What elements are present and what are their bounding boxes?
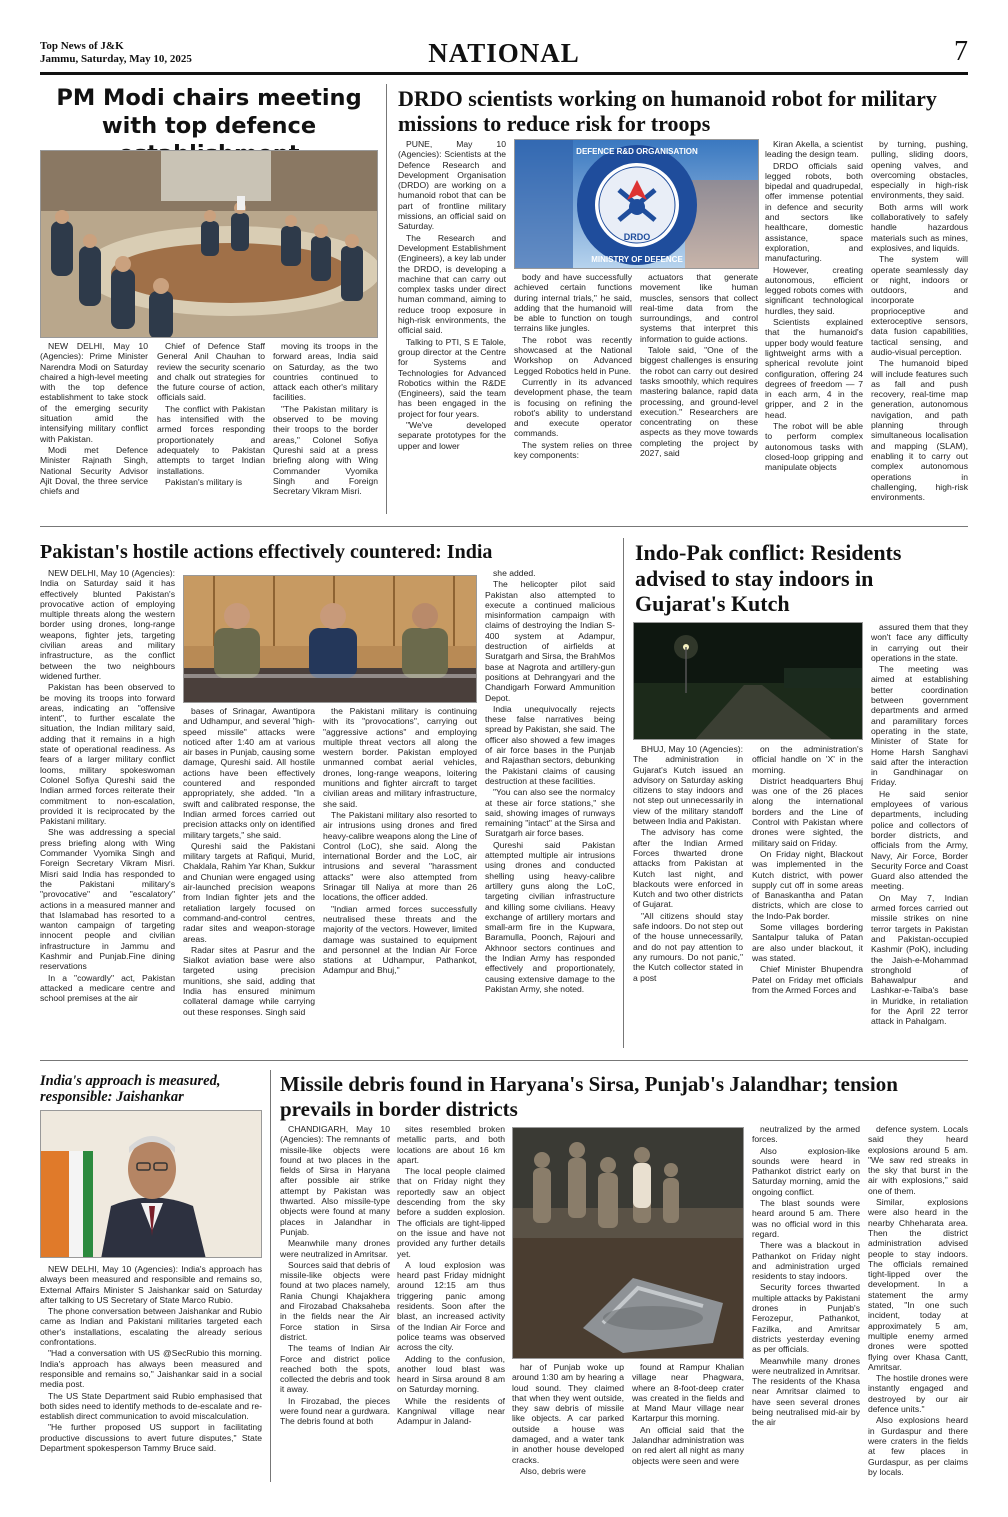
- paragraph: by turning, pushing, pulling, sliding doors, opening valves, and overcoming obstacles, especially in high-risk environments, they said.: [871, 139, 968, 201]
- jaishankar-illustration: [41, 1111, 262, 1258]
- logo-bottom-text: MINISTRY OF DEFENCE: [591, 255, 683, 264]
- paragraph: actuators that generate movement like human muscles, sensors that collect real-time data from the surroundings, and control systems that interpret this information to guide actions.: [640, 272, 758, 344]
- paragraph: In Firozabad, the pieces were found near a gurdwara. The debris found at both: [280, 1395, 390, 1427]
- article-column: [512, 1362, 624, 1482]
- article-column: [633, 744, 743, 1050]
- paragraph: bases of Srinagar, Awantipora and Udhampur, and several "high-speed missile" attacks were noticed after 1:40 am at various air bases in Punjab, causing some damage, Qureshi said. All hostile actions have been effectively countered and responded appropriately, she added. "In a swift and calibrated response, the Indian armed forces carried out precision attacks only on identified military targets," she said.: [183, 706, 315, 840]
- article-column: [752, 1124, 860, 1482]
- missile-debris-photo: [512, 1127, 744, 1359]
- paragraph: Pakistan has been observed to be moving its troops into forward areas, indicating an "offensive intent", to further escalate the situation, the Indian military said, adding that it remains in a high state of operational readiness. As fears of a larger military conflict looms, military spokeswoman Colonel Sofiya Qureshi said the Indian armed forces reiterate their commitment to non-escalation, provided it is reciprocated by the Pakistani military.: [40, 682, 175, 827]
- dateline: Jammu, Saturday, May 10, 2025: [40, 53, 192, 65]
- article-column: [157, 341, 265, 513]
- paragraph: Meanwhile many drones were neutralized in Amritsar.: [280, 1238, 390, 1259]
- article-headline: India's approach is measured, responsible: Jaishankar: [40, 1073, 221, 1105]
- paragraph: BHUJ, May 10 (Agencies): The administration in Gujarat's Kutch issued an advisory on Saturday asking citizens to stay indoors and not step out unnecessarily in view of the military standoff between India and Pakistan.: [633, 744, 743, 827]
- paragraph: On May 7, Indian armed forces carried out missile strikes on nine terror targets in Pakistan and Pakistan-occupied Kashmir (PoK), including the Jaish-e-Mohammad stronghold of Bahawalpur and Lashkar-e-Taiba's base in Muridke, in retaliation for the April 22 terror attack in Pahalgam.: [871, 892, 968, 1027]
- article-column: [273, 341, 378, 513]
- paragraph: Also explosions heard in Gurdaspur and there were craters in the fields at few places in Gurdaspur, as per claims by locals.: [868, 1415, 968, 1477]
- article-column: [323, 706, 477, 1050]
- paragraph: The robot will be able to perform complex autonomous tasks with closed-loop gripping and manipulate objects: [765, 421, 863, 473]
- section-divider: [40, 1060, 968, 1061]
- paragraph: on the administration's official handle on 'X' in the morning.: [752, 744, 863, 775]
- paragraph: neutralized by the armed forces.: [752, 1124, 860, 1145]
- jaishankar-photo: [40, 1110, 262, 1258]
- article-column: [485, 568, 615, 1050]
- paragraph: District headquarters Bhuj was one of the 26 places along the international borders and the Line of Control with Pakistan where drones were sighted, the military said on Friday.: [752, 775, 863, 848]
- paragraph: There was a blackout in Pathankot on Friday night and administration urged residents to stay indoors.: [752, 1240, 860, 1282]
- article-column: [752, 744, 863, 1050]
- paragraph: The US State Department said Rubio emphasised that both sides need to identify methods to de-escalate and re-establish direct communication to avoid miscalculation.: [40, 1390, 262, 1422]
- logo-center-text: DRDO: [623, 232, 651, 242]
- paragraph: NEW DELHI, May 10 (Agencies): India's approach has always been measured and responsible and remains so, External Affairs Minister S Jaishankar said on Saturday after talking to US Secretary of State Marco Rubio.: [40, 1264, 262, 1305]
- paragraph: DRDO officials said legged robots, both bipedal and quadrupedal, offer immense potential in defence and security and sectors like healthcare, domestic assistance, space exploration, and manufacturing.: [765, 160, 863, 264]
- article-column: [632, 1362, 744, 1482]
- article-column: [765, 139, 863, 513]
- press-briefing-photo: [183, 575, 477, 703]
- paragraph: The Research and Development Establishment (Engineers), a key lab under the DRDO, is developing a machine that can carry out complex tasks under direct human command, aiming to reduce troop exposure in high-risk environments, the official said.: [398, 232, 506, 336]
- paragraph: Talking to PTI, S E Talole, group director at the Centre for Systems and Technologies for Advanced Robotics within the R&DE (Engineers), said the team has been engaged in the project for four years.: [398, 336, 506, 419]
- paragraph: However, creating autonomous, efficient legged robots comes with significant technological hurdles, they said.: [765, 264, 863, 316]
- paragraph: Also explosion-like sounds were heard in Pathankot district early on Saturday morning, amid the ongoing conflict.: [752, 1145, 860, 1197]
- paragraph: The Pakistani military also resorted to air intrusions using drones and fired heavy-calibre weapons along the Line of Control (LoC), she said. Along the international Border and the LoC, air intrusions and several "harassment attacks" were also attempted from Srinagar till Naliya at more than 26 locations, the officer added.: [323, 809, 477, 903]
- paragraph: The robot was recently showcased at the National Workshop on Advanced Legged Robotics held in Pune.: [514, 334, 632, 376]
- paragraph: The advisory has come after the Indian Armed Forces thwarted drone attacks from Pakistan at Kutch last night, and blackouts were enforced in Kutch and two other districts of Gujarat.: [633, 827, 743, 910]
- article-column: [40, 341, 148, 513]
- paragraph: sites resembled broken metallic parts, and both locations are about 16 km apart.: [397, 1124, 505, 1165]
- column-divider: [270, 1070, 271, 1482]
- paragraph: Kiran Akella, a scientist leading the design team.: [765, 139, 863, 160]
- section-title: NATIONAL: [428, 38, 580, 68]
- paragraph: Qureshi said the Pakistani military targets at Rafiqui, Murid, Chaklala, Rahim Yar Khan, Sukkur and Chunian were engaged using air-launched precision weapons from Indian fighter jets and the retaliation largely focused on command-and-control centres, radar sites and weapon-storage areas.: [183, 840, 315, 944]
- paragraph: "All citizens should stay safe indoors. Do not step out of the house unnecessarily, and do not pay attention to any rumours. Do not panic," the Kutch collector stated in a post: [633, 910, 743, 983]
- section-divider: [40, 526, 968, 527]
- paragraph: Security forces thwarted multiple attacks by Pakistani drones in Punjab's Ferozepur, Pathankot, Fazilka, and Amritsar districts yesterday evening as per officials.: [752, 1282, 860, 1355]
- paragraph: "The Pakistan military is observed to be moving their troops to the border areas," Colonel Sofiya Qureshi said at a press briefing along with Wing Commander Vyomika Singh and Foreign Secretary Vikram Misri.: [273, 403, 378, 497]
- paragraph: "Indian armed forces successfully neutralised these threats and the majority of the vectors. However, limited damage was sustained to equipment and personnel at the Indian Air Force stations at Udhampur, Pathankot, Adampur and Bhuj,": [323, 903, 477, 976]
- paragraph: The meeting was aimed at establishing better coordination between government departments and armed and paramilitary forces operating in the state, Minister of State for Home Harsh Sanghavi said after the interaction in Gandhinagar on Friday.: [871, 664, 968, 788]
- paragraph: The local people claimed that on Friday night they reportedly saw an object descending from the sky before a sudden explosion. The officials are tight-lipped on the issue and have not provided any further details yet.: [397, 1166, 505, 1259]
- article-headline: Indo-Pak conflict: Residents advised to stay indoors in Gujarat's Kutch: [635, 540, 902, 616]
- paragraph: Both arms will work collaboratively to safely handle hazardous materials such as mines, explosives, and liquids.: [871, 201, 968, 253]
- paragraph: har of Punjab woke up around 1:30 am by hearing a loud sound. They claimed that when they went outside, they saw debris of missile like objects. A car parked outside a house was damaged, and a water tank in another house developed cracks.: [512, 1362, 624, 1465]
- paragraph: Radar sites at Pasrur and the Sialkot aviation base were also targeted using precision munitions, she said, adding that India has ensured minimum collateral damage while carrying out these responses. Singh said: [183, 944, 315, 1017]
- paragraph: she added.: [493, 568, 536, 578]
- article-headline: PM Modi chairs meeting with top defence: [56, 85, 362, 139]
- paragraph: CHANDIGARH, May 10 (Agencies): The remnants of missile-like objects were found at two places in the fields of Sirsa in Haryana after possible air strike attempt by Pakistan was thwarted. Also missile-type objects were found at many places in Jalandhar in Punjab.: [280, 1124, 390, 1237]
- paragraph: A loud explosion was heard past Friday midnight around 12:15 am thus triggering panic among residents. Soon after the blast, an increased activity of the Indian Air Force and police teams was observed across the city.: [397, 1259, 505, 1353]
- page-number: 7: [954, 36, 968, 67]
- paragraph: The system relies on three key components:: [514, 439, 632, 461]
- meeting-photo: [40, 150, 378, 338]
- paragraph: India unequivocally rejects these false narratives being spread by Pakistan, she said. The officer also showed a few images of air force bases in the Punjab and Rajasthan sectors, debunking the Pakistani claims of causing destruction at these facilities.: [485, 703, 615, 786]
- paragraph: body and have successfully achieved certain functions during internal trials," he said, adding that the humanoid will be able to function on tough terrains like jungles.: [514, 272, 632, 334]
- paragraph: "We've developed separate prototypes for the upper and lower: [398, 420, 506, 451]
- column-divider: [623, 538, 624, 1048]
- article-column: [871, 622, 968, 1050]
- logo-top-text: DEFENCE R&D ORGANISATION: [576, 147, 698, 156]
- night-road-illustration: [634, 623, 863, 740]
- paragraph: "Had a conversation with US @SecRubio this morning. India's approach has always been measured and responsible and remains so," Jaishankar said in a social media post.: [40, 1348, 262, 1390]
- paragraph: On Friday night, Blackout was implemented in the Kutch district, with power supply cut off in some areas of Banaskantha and Patan districts, which are close to the Indo-Pak border.: [752, 848, 863, 921]
- night-road-photo: [633, 622, 863, 740]
- paragraph: The phone conversation between Jaishankar and Rubio came as Indian and Pakistani militaries targeted each other's installations, escalating the already serious confrontations.: [40, 1306, 262, 1348]
- paragraph: Similar, explosions were also heard in the nearby Chheharata area. Then the district administration advised people to stay indoors. The officials remained tight-lipped over the development. In a statement the army stated, "In one such incident, today at approximately 5 am, multiple enemy armed drones were spotted flying over Khasa Cantt, Amritsar.: [868, 1197, 968, 1372]
- meeting-photo-illustration: [41, 151, 378, 338]
- paragraph: The helicopter pilot said Pakistan also attempted to execute a continued malicious misinformation campaign with claims of destroying the Indian S-400 system at Adampur, destruction of airfields at Suratgarh and Sirsa, the BrahMos base at Nagrota and artillery-gun positions at Dehrangyari and the Chandigarh Forward Ammunition Depot.: [485, 579, 615, 703]
- paragraph: Talole said, "One of the biggest challenges is ensuring the robot can carry out desired tasks smoothly, which requires mastering balance, rapid data processing, and ground-level execution." Researchers are concentrating on these aspects as they move towards completing the project by 2027, said: [640, 345, 758, 459]
- paragraph: Meanwhile many drones were neutralized in Amritsar. The residents of the Khasa near Amritsar claimed to have seen several drones being neutralised mid-air by the air: [752, 1355, 860, 1428]
- paragraph: Scientists explained that the humanoid's upper body would feature lightweight arms with a spherical revolute joint configuration, offering 24 degrees of freedom — 7 in each arm, 4 in the gripper, and 2 in the head.: [765, 317, 863, 420]
- paragraph: Qureshi said Pakistan attempted multiple air intrusions using drones and conducted shelling using heavy-calibre artillery guns along the LoC, targeting civilian infrastructure and killing some civilians. Heavy exchange of artillery mortars and small-arm fire in the Kupwara, Baramulla, Poonch, Rajouri and Akhnoor sectors continues and the Indian Army has responded effectively and proportionately, causing extensive damage to the Pakistan Army, she noted.: [485, 839, 615, 994]
- paragraph: While the residents of Kangniwal village near Adampur in Jaland-: [397, 1395, 505, 1427]
- article-column: [640, 272, 758, 513]
- paragraph: He said senior employees of various departments, including police and collectors of border districts, and officials from the Army, Navy, Air Force, Border Security Force and Coast Guard also attended the meeting.: [871, 788, 968, 892]
- missile-debris-illustration: [513, 1128, 744, 1359]
- paragraph: An official said that the Jalandhar administration was on red alert all night as many objects were seen and were: [632, 1424, 744, 1466]
- paragraph: Currently in its advanced development phase, the team is focusing on refining the robot's ability to understand and execute operator commands.: [514, 376, 632, 439]
- paragraph: NEW DELHI, May 10 (Agencies): Prime Minister Narendra Modi on Saturday chaired a high-level meeting with the top defence establishment to take stock of the emerging security situation amid the intensifying military conflict with Pakistan.: [40, 341, 148, 444]
- drdo-logo-illustration: [515, 140, 759, 269]
- paragraph: Chief Minister Bhupendra Patel on Friday met officials from the Armed Forces and: [752, 964, 863, 995]
- article-column: [40, 1264, 262, 1482]
- article-column: [40, 568, 175, 1050]
- paragraph: She was addressing a special press briefing along with Wing Commander Vyomika Singh and Foreign Secretary Vikram Misri. Misri said India has responded to the Pakistani military's "provocative" and "escalatory" actions in a measured manner and that Islamabad has resorted to a wanton campaign of targeting innocent people and civilian infrastructure in Jammu and Kashmir and Punjab.Fine dining reservations: [40, 827, 175, 972]
- paragraph: Sources said that debris of missile-like objects were found at two places namely, Rania Chungi Khajakhera and Firozabad Chaksaheba in the fields near the Air Force station in Sirsa district.: [280, 1259, 390, 1342]
- press-briefing-illustration: [184, 576, 477, 703]
- article-column: [397, 1124, 505, 1482]
- paragraph: found at Rampur Khalian village near Phagwara, where an 8-foot-deep crater was created in the fields and at Mand Maur village near Kartarpur this morning.: [632, 1362, 744, 1424]
- paragraph: The blast sounds were heard around 5 am. There was no official word in this regard.: [752, 1198, 860, 1239]
- paragraph: Pakistan's military is: [165, 476, 243, 487]
- paragraph: moving its troops in the forward areas, India said on Saturday, as the two countries continued to attack each other's military facilities.: [273, 341, 378, 403]
- article-column: [871, 139, 968, 513]
- article-column: [398, 139, 506, 513]
- paper-name: Top News of J&K: [40, 40, 124, 52]
- paragraph: defence system. Locals said they heard explosions around 5 am. "We saw red streaks in the sky that burst in the air with explosions," said one of them.: [868, 1124, 968, 1196]
- header-rule: [40, 72, 968, 75]
- paragraph: The conflict with Pakistan has intensified with the armed forces responding proportionately and adequately to Pakistan attempts to target Indian installations.: [157, 403, 265, 476]
- column-divider: [386, 84, 387, 514]
- paragraph: The system will operate seamlessly day or night, indoors or outdoors, and incorporate proprioceptive and exteroceptive sensors, data fusion capabilities, tactical sensing, and audio-visual perception.: [871, 254, 968, 357]
- paragraph: The teams of Indian Air Force and district police reached both the spots, collected the debris and took it away.: [280, 1343, 390, 1395]
- paragraph: Modi met Defence Minister Rajnath Singh, National Security Advisor Ajit Doval, the three service chiefs and: [40, 444, 148, 497]
- paragraph: "You can also see the normalcy at these air force stations," she said, showing images of runways remaining "intact" at the Sirsa and Suratgarh air force bases.: [485, 787, 615, 839]
- article-headline: DRDO scientists working on humanoid robot for military missions to reduce risk for troops: [398, 86, 937, 136]
- paragraph: the Pakistani military is continuing with its "provocations", carrying out "aggressive actions" and employing multiple threat vectors all along the western border. Pakistan employed unmanned combat aerial vehicles, drones, long-range weapons, loitering munitions and fighter aircraft to target civilian areas and military infrastructure, she said.: [323, 706, 477, 809]
- article-column: [280, 1124, 390, 1482]
- article-headline: Missile debris found in Haryana's Sirsa, Punjab's Jalandhar; tension prevails in border districts: [280, 1072, 898, 1121]
- paragraph: Some villages bordering Santalpur taluka of Patan are also under blackout, it was stated.: [752, 922, 863, 963]
- paragraph: Adding to the confusion, another loud blast was heard in Sirsa around 8 am on Saturday morning.: [397, 1353, 505, 1395]
- article-column: [868, 1124, 968, 1482]
- paragraph: The humanoid biped will include features such as fall and push recovery, real-time map generation, autonomous navigation, and path planning through simultaneous localisation and mapping (SLAM), enabling it to carry out complex autonomous operations in challenging, high-risk environments.: [871, 358, 968, 503]
- paragraph: PUNE, May 10 (Agencies): Scientists at the Defence Research and Development Organisation (DRDO) are working on a humanoid robot that can be part of frontline military missions, an official said on Saturday.: [398, 139, 506, 232]
- paragraph: assured them that they won't face any difficulty in carrying out their operations in the state.: [871, 622, 968, 663]
- paragraph: In a "cowardly" act, Pakistan attacked a medicare centre and school premises at the air: [40, 972, 175, 1004]
- paragraph: "He further proposed US support in facilitating productive discussions to avert future disputes," State Department spokesperson Tammy Bruce said.: [40, 1422, 262, 1454]
- article-headline: Pakistan's hostile actions effectively countered: India: [40, 541, 493, 563]
- paragraph: Also, debris were: [520, 1465, 586, 1476]
- drdo-logo-photo: [514, 139, 759, 269]
- paragraph: NEW DELHI, May 10 (Agencies): India on Saturday said it has effectively blunted Pakistan's provocative action of employing multiple threats along the western border using drones, long-range weapons, fighter jets, targeting civilian areas and military infrastructure, as the conflict between the two neighbours widened further.: [40, 568, 175, 681]
- paragraph: The hostile drones were instantly engaged and destroyed by our air defence units.": [868, 1373, 968, 1415]
- article-column: [514, 272, 632, 513]
- article-column: [183, 706, 315, 1050]
- paragraph: Chief of Defence Staff General Anil Chauhan to review the security scenario and chalk out strategies for the future course of action, officials said.: [157, 341, 265, 403]
